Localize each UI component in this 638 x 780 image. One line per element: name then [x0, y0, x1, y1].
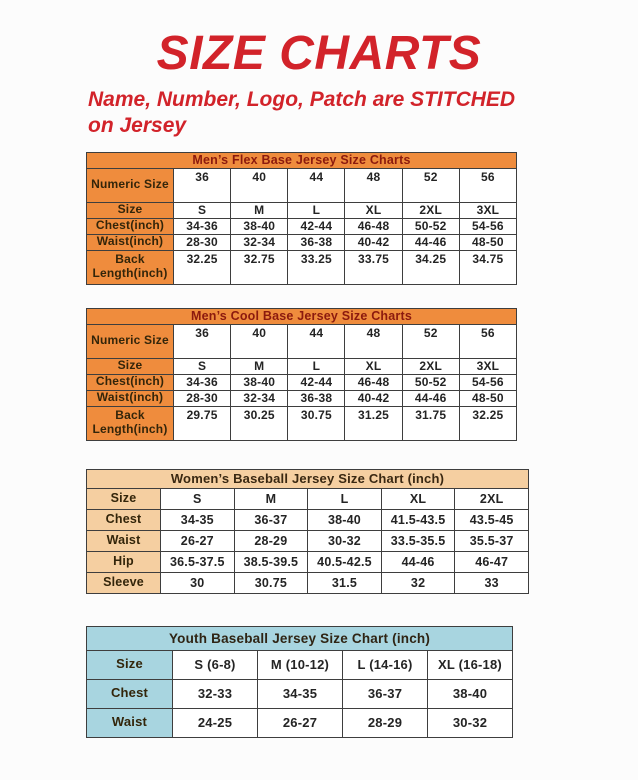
row-label: Back Length(inch): [87, 406, 174, 440]
table-row: [87, 572, 529, 593]
size-value-cell: 36-37: [234, 509, 308, 530]
size-value-cell: M (10-12): [258, 650, 343, 679]
table-row: [87, 324, 517, 358]
size-value-cell: 32.25: [174, 250, 231, 284]
table-row: [87, 374, 517, 390]
size-value-cell: 32-34: [231, 390, 288, 406]
size-value-cell: 54-56: [459, 374, 516, 390]
size-value-cell: 42-44: [288, 374, 345, 390]
size-value-cell: 30-32: [308, 530, 382, 551]
size-value-cell: M: [231, 202, 288, 218]
row-label: Chest: [87, 509, 161, 530]
size-value-cell: 52: [402, 168, 459, 202]
size-value-cell: 30.75: [288, 406, 345, 440]
table-title-row: [87, 469, 529, 488]
size-value-cell: XL: [345, 202, 402, 218]
size-value-cell: 33.5-35.5: [381, 530, 455, 551]
table-title: Women’s Baseball Jersey Size Chart (inch): [87, 469, 529, 488]
size-value-cell: 41.5-43.5: [381, 509, 455, 530]
table-row: [87, 509, 529, 530]
size-value-cell: 35.5-37: [455, 530, 529, 551]
table-row: [87, 358, 517, 374]
size-value-cell: 36-38: [288, 234, 345, 250]
size-value-cell: 2XL: [402, 358, 459, 374]
size-value-cell: L (14-16): [343, 650, 428, 679]
size-value-cell: 38-40: [308, 509, 382, 530]
youth-baseball-jersey-size-table: [86, 626, 513, 738]
size-value-cell: 3XL: [459, 358, 516, 374]
size-value-cell: 2XL: [402, 202, 459, 218]
size-value-cell: 30.75: [234, 572, 308, 593]
table-row: [87, 551, 529, 572]
row-label: Size: [87, 488, 161, 509]
subtitle-line-1: Name, Number, Logo, Patch are STITCHED: [88, 88, 516, 111]
size-value-cell: L: [288, 358, 345, 374]
table-row: [87, 202, 517, 218]
size-value-cell: 44: [288, 324, 345, 358]
size-value-cell: 32-34: [231, 234, 288, 250]
size-value-cell: 40.5-42.5: [308, 551, 382, 572]
row-label: Sleeve: [87, 572, 161, 593]
size-value-cell: M: [231, 358, 288, 374]
table-row: [87, 679, 513, 708]
size-value-cell: 33.25: [288, 250, 345, 284]
row-label: Chest(inch): [87, 374, 174, 390]
size-value-cell: 33.75: [345, 250, 402, 284]
row-label: Numeric Size: [87, 168, 174, 202]
size-value-cell: S: [174, 358, 231, 374]
row-label: Hip: [87, 551, 161, 572]
size-value-cell: 40-42: [345, 234, 402, 250]
size-value-cell: 48-50: [459, 390, 516, 406]
size-value-cell: 34-36: [174, 218, 231, 234]
size-value-cell: 44-46: [402, 390, 459, 406]
row-label: Size: [87, 358, 174, 374]
size-value-cell: 30: [161, 572, 235, 593]
size-value-cell: S: [161, 488, 235, 509]
size-value-cell: 33: [455, 572, 529, 593]
size-value-cell: 31.25: [345, 406, 402, 440]
womens-baseball-jersey-size-table: [86, 469, 529, 594]
table-title: Men’s Cool Base Jersey Size Charts: [87, 308, 517, 324]
table-row: [87, 488, 529, 509]
table-row: [87, 250, 517, 284]
size-value-cell: L: [308, 488, 382, 509]
size-value-cell: S (6-8): [173, 650, 258, 679]
size-value-cell: 30-32: [428, 708, 513, 737]
size-value-cell: 31.75: [402, 406, 459, 440]
size-value-cell: 48: [345, 168, 402, 202]
size-value-cell: 38-40: [428, 679, 513, 708]
table-title-row: [87, 626, 513, 650]
size-value-cell: 48-50: [459, 234, 516, 250]
mens-flex-base-jersey-size-table: [86, 152, 517, 285]
row-label: Waist(inch): [87, 390, 174, 406]
table-row: [87, 218, 517, 234]
size-value-cell: 30.25: [231, 406, 288, 440]
size-value-cell: XL: [345, 358, 402, 374]
row-label: Back Length(inch): [87, 250, 174, 284]
size-value-cell: 31.5: [308, 572, 382, 593]
size-value-cell: 36: [174, 324, 231, 358]
size-value-cell: 50-52: [402, 374, 459, 390]
table-row: [87, 168, 517, 202]
size-value-cell: 42-44: [288, 218, 345, 234]
size-value-cell: 28-30: [174, 390, 231, 406]
size-value-cell: 56: [459, 324, 516, 358]
size-value-cell: L: [288, 202, 345, 218]
size-value-cell: 3XL: [459, 202, 516, 218]
row-label: Waist: [87, 708, 173, 737]
table-row: [87, 708, 513, 737]
size-value-cell: 46-48: [345, 374, 402, 390]
table-row: [87, 530, 529, 551]
size-value-cell: 29.75: [174, 406, 231, 440]
table-row: [87, 234, 517, 250]
size-charts-page: [0, 27, 638, 780]
table-title: Youth Baseball Jersey Size Chart (inch): [87, 626, 513, 650]
size-value-cell: 32: [381, 572, 455, 593]
size-value-cell: 34-36: [174, 374, 231, 390]
size-value-cell: 34-35: [258, 679, 343, 708]
table-title-row: [87, 308, 517, 324]
page-title: SIZE CHARTS: [156, 27, 482, 80]
row-label: Size: [87, 202, 174, 218]
table-title: Men’s Flex Base Jersey Size Charts: [87, 152, 517, 168]
row-label: Waist: [87, 530, 161, 551]
row-label: Waist(inch): [87, 234, 174, 250]
size-value-cell: 32.25: [459, 406, 516, 440]
mens-cool-base-jersey-size-table: [86, 308, 517, 441]
row-label: Size: [87, 650, 173, 679]
row-label: Numeric Size: [87, 324, 174, 358]
size-value-cell: 40-42: [345, 390, 402, 406]
row-label: Chest(inch): [87, 218, 174, 234]
size-value-cell: 36-38: [288, 390, 345, 406]
size-value-cell: 50-52: [402, 218, 459, 234]
size-value-cell: 32.75: [231, 250, 288, 284]
size-value-cell: M: [234, 488, 308, 509]
table-row: [87, 406, 517, 440]
size-value-cell: 28-29: [234, 530, 308, 551]
size-value-cell: 38-40: [231, 218, 288, 234]
size-value-cell: 54-56: [459, 218, 516, 234]
size-value-cell: 26-27: [161, 530, 235, 551]
size-value-cell: XL: [381, 488, 455, 509]
size-value-cell: 34.75: [459, 250, 516, 284]
size-value-cell: 46-47: [455, 551, 529, 572]
size-value-cell: 46-48: [345, 218, 402, 234]
size-value-cell: 36-37: [343, 679, 428, 708]
size-value-cell: 34.25: [402, 250, 459, 284]
size-value-cell: 44: [288, 168, 345, 202]
size-value-cell: 43.5-45: [455, 509, 529, 530]
size-value-cell: 36: [174, 168, 231, 202]
size-value-cell: 38.5-39.5: [234, 551, 308, 572]
size-value-cell: 38-40: [231, 374, 288, 390]
size-value-cell: 32-33: [173, 679, 258, 708]
size-value-cell: 24-25: [173, 708, 258, 737]
row-label: Chest: [87, 679, 173, 708]
size-value-cell: 26-27: [258, 708, 343, 737]
size-value-cell: 56: [459, 168, 516, 202]
size-value-cell: 40: [231, 324, 288, 358]
size-value-cell: 2XL: [455, 488, 529, 509]
size-value-cell: 28-29: [343, 708, 428, 737]
size-value-cell: 44-46: [381, 551, 455, 572]
size-value-cell: 40: [231, 168, 288, 202]
size-value-cell: S: [174, 202, 231, 218]
subtitle-line-2: on Jersey: [88, 113, 187, 137]
size-value-cell: 52: [402, 324, 459, 358]
table-row: [87, 390, 517, 406]
size-value-cell: 28-30: [174, 234, 231, 250]
table-row: [87, 650, 513, 679]
size-value-cell: XL (16-18): [428, 650, 513, 679]
size-value-cell: 48: [345, 324, 402, 358]
size-value-cell: 44-46: [402, 234, 459, 250]
size-value-cell: 34-35: [161, 509, 235, 530]
size-value-cell: 36.5-37.5: [161, 551, 235, 572]
table-title-row: [87, 152, 517, 168]
page-subtitle: [88, 87, 568, 139]
